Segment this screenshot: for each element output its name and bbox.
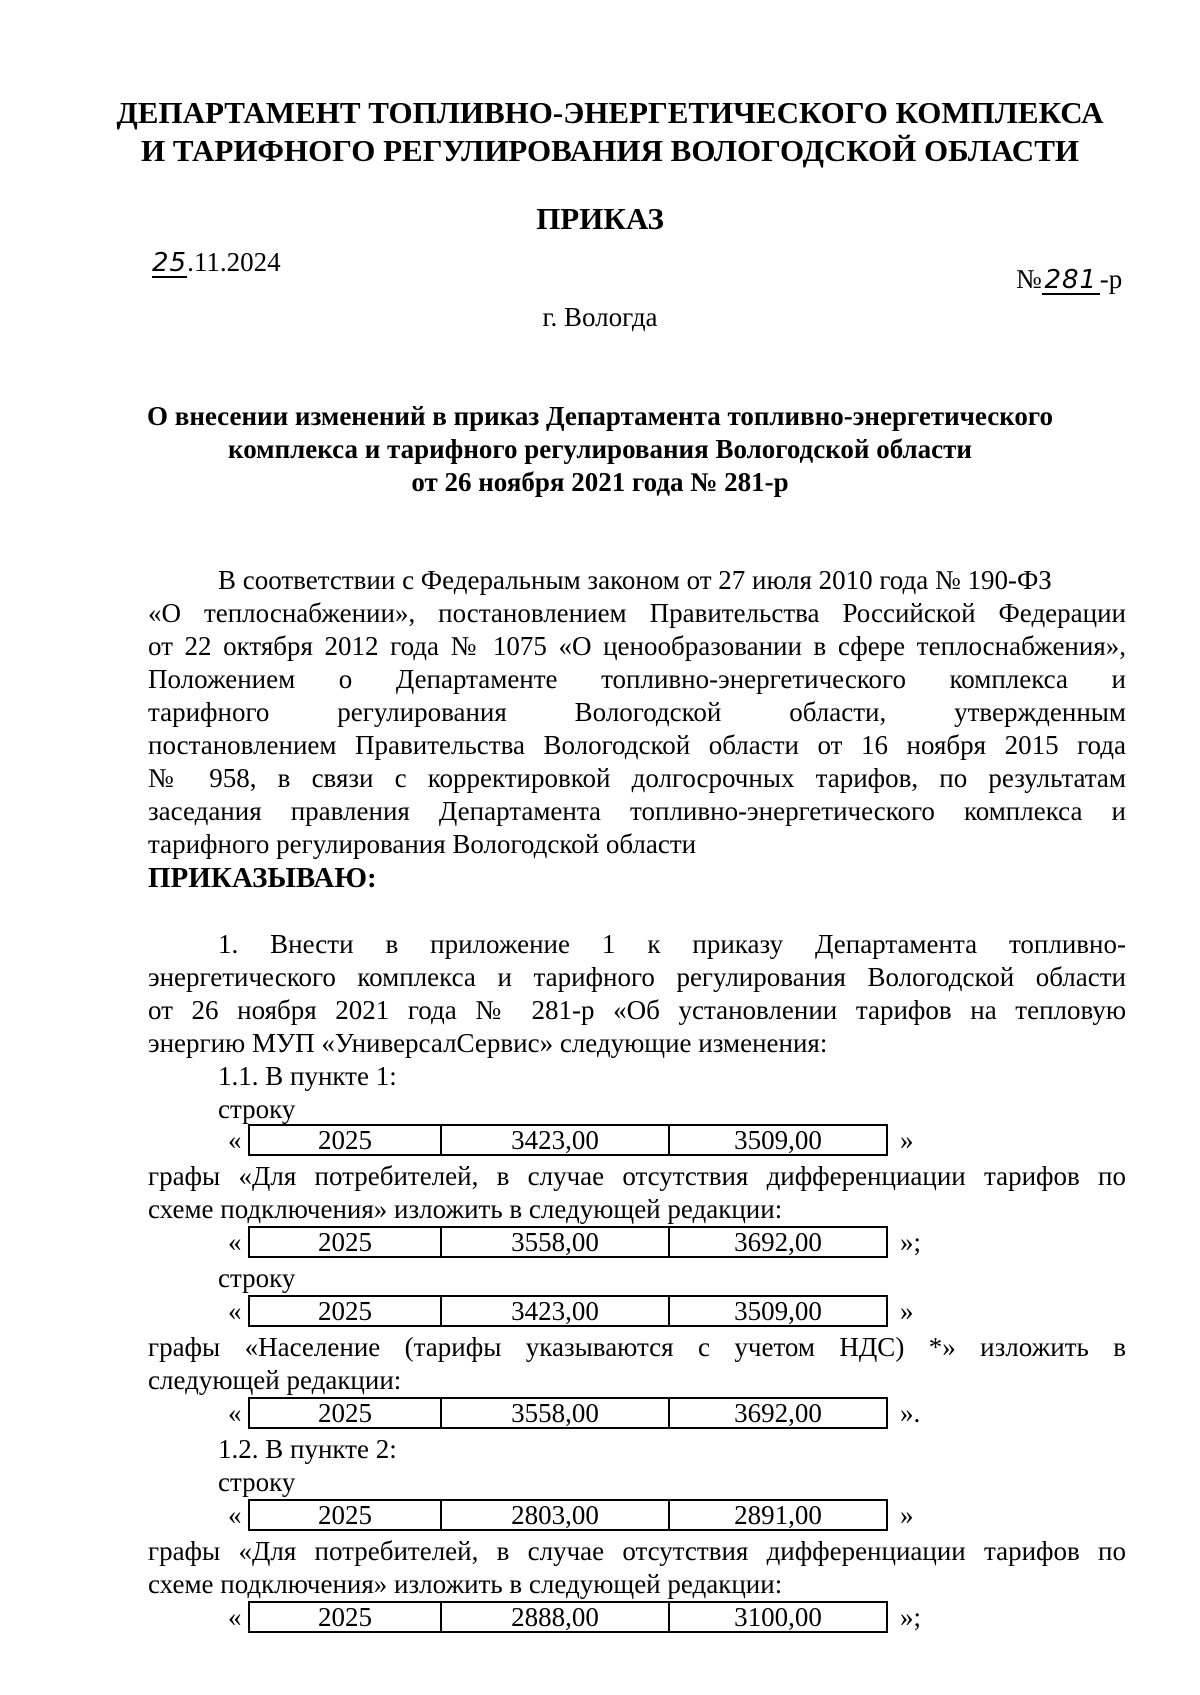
quote-open: « [228, 1125, 242, 1155]
department-name-line2: И ТАРИФНОГО РЕГУЛИРОВАНИЯ ВОЛОГОДСКОЙ ОБЛАСТИ [141, 133, 1079, 168]
doc-number [1016, 263, 1122, 296]
preamble-line: постановлением Правительства Вологодской области от 16 ноября 2015 года [148, 730, 1126, 760]
department-name-line1: ДЕПАРТАМЕНТ ТОПЛИВНО-ЭНЕРГЕТИЧЕСКОГО КОМПЛЕКСА [116, 95, 1104, 130]
preamble-line: № 958, в связи с корректировкой долгосрочных тарифов, по результатам [148, 763, 1126, 793]
quote-close: » [900, 1500, 914, 1530]
cell-tariff-h1: 3423,00 [442, 1126, 670, 1154]
cell-tariff-h2: 3509,00 [734, 1124, 822, 1155]
preamble-line: заседания правления Департамента топливно-энергетического комплекса и [148, 796, 1126, 826]
word-stroku: строку [218, 1467, 296, 1497]
cell-tariff-h1: 3423,00 [442, 1297, 670, 1325]
item1-line: 1. Внести в приложение 1 к приказу Департамента топливно- [218, 929, 1126, 959]
cell-tariff-h2: 2891,00 [734, 1499, 822, 1530]
preamble-line: Положением о Департаменте топливно-энергетического комплекса и [148, 664, 1126, 694]
cell-tariff-h2: 3100,00 [734, 1601, 822, 1632]
cell-year: 2025 [250, 1603, 442, 1631]
doc-title-line3: от 26 ноября 2021 года № 281-р [411, 467, 789, 497]
graph-consumers-line: схеме подключения» изложить в следующей редакции: [148, 1569, 783, 1599]
cell-tariff-h1: 2803,00 [442, 1501, 670, 1529]
graph-consumers-line: графы «Для потребителей, в случае отсутствия дифференциации тарифов по [148, 1161, 1126, 1191]
number-handwritten: 281 [1042, 267, 1100, 295]
item1-line: энергию МУП «УниверсалСервис» следующие изменения: [148, 1028, 828, 1058]
item1-line: энергетического комплекса и тарифного регулирования Вологодской области [148, 962, 1126, 992]
doc-type: ПРИКАЗ [536, 201, 664, 236]
tariff-row [248, 1124, 888, 1156]
quote-open: « [228, 1296, 242, 1326]
date-day-handwritten: 25 [152, 248, 188, 278]
cell-tariff-h1: 3558,00 [442, 1228, 670, 1256]
quote-close: »; [900, 1602, 922, 1632]
cell-year: 2025 [250, 1228, 442, 1256]
quote-open: « [228, 1602, 242, 1632]
preamble-line: тарифного регулирования Вологодской области, утвержденным [148, 697, 1126, 727]
quote-open: « [228, 1227, 242, 1257]
cell-year: 2025 [250, 1297, 442, 1325]
tariff-row [248, 1226, 888, 1258]
city: г. Вологда [542, 302, 658, 332]
subitem-1-1: 1.1. В пункте 1: [218, 1061, 397, 1091]
cell-tariff-h2: 3509,00 [734, 1295, 822, 1326]
preamble-line: от 22 октября 2012 года № 1075 «О ценообразовании в сфере теплоснабжения», [148, 631, 1126, 661]
cell-year: 2025 [250, 1501, 442, 1529]
doc-title-line1: О внесении изменений в приказ Департамента топливно-энергетического [146, 401, 1053, 431]
graph-consumers-line: схеме подключения» изложить в следующей редакции: [148, 1194, 783, 1224]
tariff-row [248, 1499, 888, 1531]
preamble-line: тарифного регулирования Вологодской области [148, 829, 697, 859]
graph-population-line: следующей редакции: [148, 1365, 402, 1395]
preamble-line: В соответствии с Федеральным законом от 27 июля 2010 года № 190-ФЗ [218, 565, 1052, 595]
number-prefix: № [1016, 264, 1042, 294]
order-word: ПРИКАЗЫВАЮ: [148, 862, 377, 894]
tariff-row [248, 1601, 888, 1633]
quote-open: « [228, 1398, 242, 1428]
graph-consumers-line: графы «Для потребителей, в случае отсутствия дифференциации тарифов по [148, 1536, 1126, 1566]
cell-year: 2025 [250, 1399, 442, 1427]
number-suffix: -р [1099, 264, 1123, 294]
tariff-row [248, 1397, 888, 1429]
word-stroku: строку [218, 1094, 296, 1124]
date-rest: .11.2024 [187, 247, 281, 277]
quote-close: ». [900, 1398, 921, 1428]
cell-tariff-h1: 3558,00 [442, 1399, 670, 1427]
cell-tariff-h2: 3692,00 [734, 1226, 822, 1257]
item1-line: от 26 ноября 2021 года № 281-р «Об установлении тарифов на тепловую [148, 995, 1126, 1025]
preamble-line: «О теплоснабжении», постановлением Правительства Российской Федерации [148, 598, 1126, 628]
cell-tariff-h2: 3692,00 [734, 1397, 822, 1428]
quote-close: »; [900, 1227, 922, 1257]
cell-tariff-h1: 2888,00 [442, 1603, 670, 1631]
quote-open: « [228, 1500, 242, 1530]
doc-date [152, 246, 281, 279]
quote-close: » [900, 1296, 914, 1326]
quote-close: » [900, 1125, 914, 1155]
word-stroku: строку [218, 1263, 296, 1293]
tariff-row [248, 1295, 888, 1327]
doc-title-line2: комплекса и тарифного регулирования Вологодской области [228, 434, 972, 464]
subitem-1-2: 1.2. В пункте 2: [218, 1434, 397, 1464]
graph-population-line: графы «Население (тарифы указываются с учетом НДС) *» изложить в [148, 1332, 1126, 1362]
cell-year: 2025 [250, 1126, 442, 1154]
